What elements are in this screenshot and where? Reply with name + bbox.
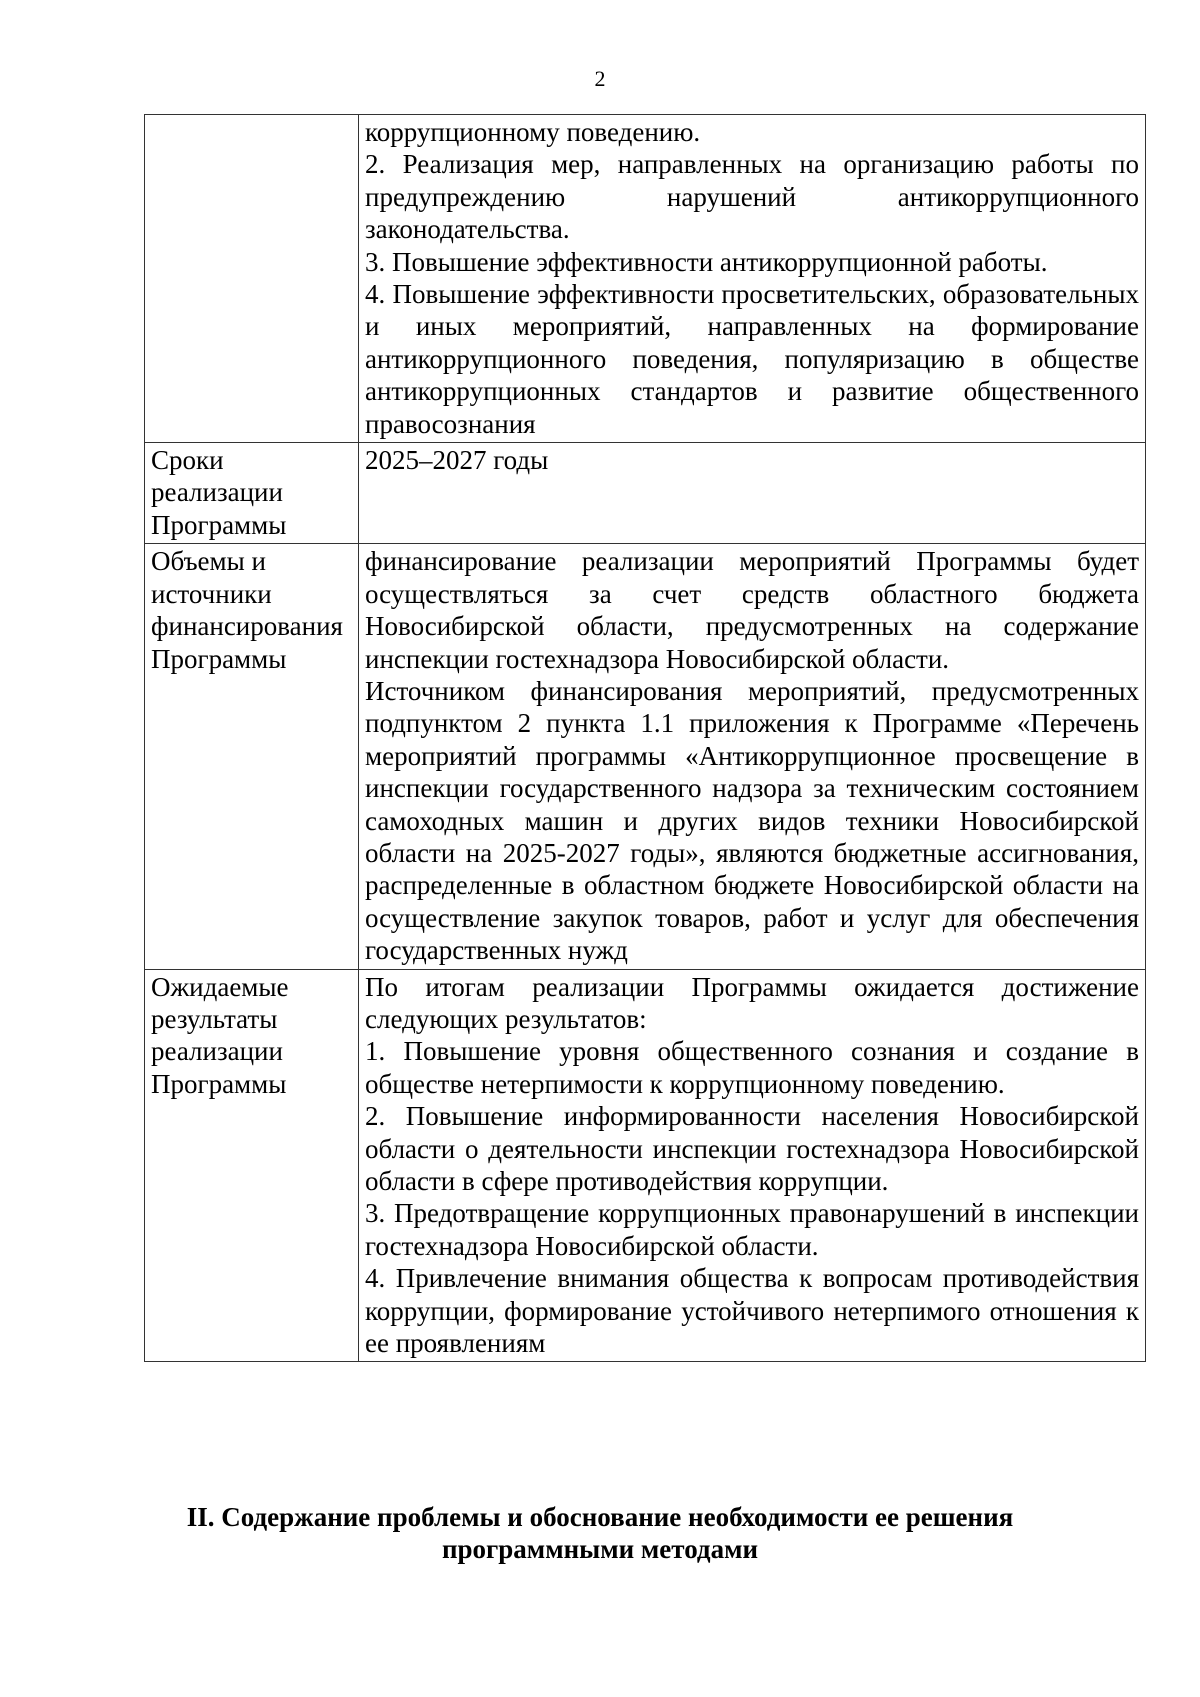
content-paragraph: 2025–2027 годы [365, 445, 549, 476]
content-paragraph: 3. Повышение эффективности антикоррупционной работы. [365, 246, 1048, 277]
row-content-funding [359, 544, 1146, 969]
content-paragraph: 2. Повышение информированности населения Новосибирской области о деятельности инспекции гостехнадзора Новосибирской области в сфере противодействия коррупции. [365, 1101, 1139, 1196]
table-row [145, 969, 1146, 1362]
section-heading [0, 1501, 1200, 1565]
row-label-results: Ожидаемые результаты реализации Программы [145, 969, 359, 1362]
content-paragraph: 2. Реализация мер, направленных на организацию работы по предупреждению нарушений антикоррупционного законодательства. [365, 149, 1139, 245]
content-paragraph: 4. Повышение эффективности просветительских, образовательных и иных мероприятий, направленных на формирование антикоррупционного поведения, популяризацию в обществе антикоррупционных стандартов и развитие общественного правосознания [365, 279, 1139, 439]
table-row [145, 544, 1146, 969]
row-content-timeline [359, 443, 1146, 544]
table-row [145, 115, 1146, 443]
page-number: 2 [594, 66, 606, 91]
program-passport-table [144, 114, 1146, 1362]
row-label-timeline: Сроки реализации Программы [145, 443, 359, 544]
table-row [145, 443, 1146, 544]
content-paragraph: коррупционному поведению. [365, 117, 701, 147]
content-paragraph: финансирование реализации мероприятий Программы будет осуществляться за счет средств областного бюджета Новосибирской области, предусмотренных на содержание инспекции гостехнадзора Новосибирской области. [365, 546, 1139, 674]
section-heading-line: II. Содержание проблемы и обоснование необходимости ее решения [186, 1502, 1014, 1532]
row-content-results [359, 969, 1146, 1362]
content-paragraph: По итогам реализации Программы ожидается достижение следующих результатов: [365, 971, 1139, 1034]
content-paragraph: Источником финансирования мероприятий, предусмотренных подпунктом 2 пункта 1.1 приложения к Программе «Перечень мероприятий программы «Антикоррупционное просвещение в инспекции государственного надзора за техническим состоянием самоходных машин и других видов техники Новосибирской области на 2025-2027 годы», являются бюджетные ассигнования, распределенные в областном бюджете Новосибирской области на осуществление закупок товаров, работ и услуг для обеспечения государственных нужд [365, 675, 1139, 966]
row-label [145, 115, 359, 443]
row-label-funding: Объемы и источники финансирования Программы [145, 544, 359, 969]
content-paragraph: 4. Привлечение внимания общества к вопросам противодействия коррупции, формирование устойчивого нетерпимого отношения к ее проявлениям [365, 1263, 1139, 1359]
row-content [359, 115, 1146, 443]
content-paragraph: 3. Предотвращение коррупционных правонарушений в инспекции гостехнадзора Новосибирской области. [365, 1198, 1139, 1261]
section-heading-line: программными методами [441, 1534, 759, 1564]
content-paragraph: 1. Повышение уровня общественного сознания и создание в обществе нетерпимости к коррупционному поведению. [365, 1036, 1139, 1099]
